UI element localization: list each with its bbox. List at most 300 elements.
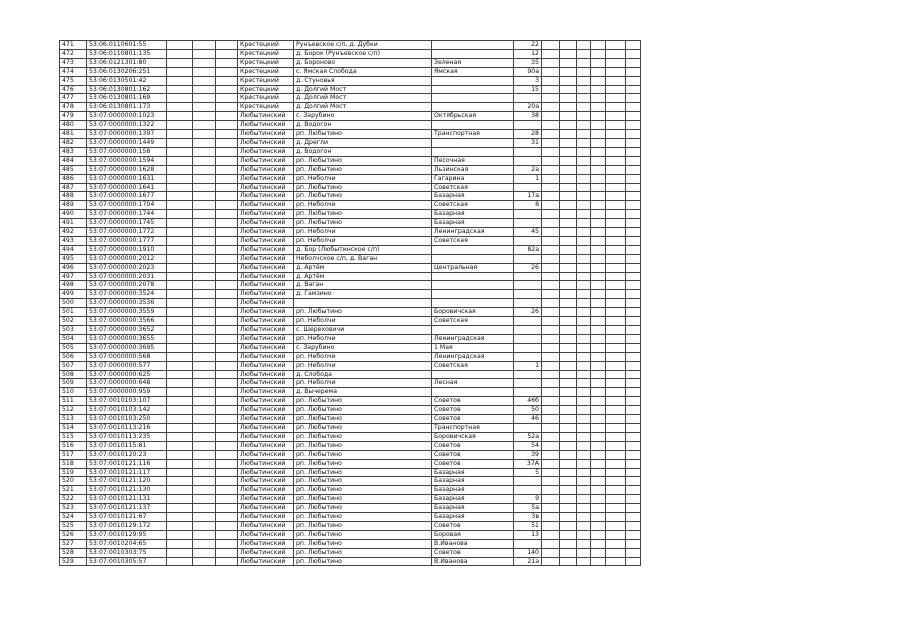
street-cell: Советов [432, 406, 514, 415]
empty-cell [193, 415, 216, 424]
district-cell: Любытинский [238, 441, 294, 450]
district-cell: Любытинский [238, 299, 294, 308]
empty-cell [577, 530, 591, 539]
locality-cell: рп. Любытино [294, 165, 432, 174]
empty-cell [216, 308, 238, 317]
locality-cell: д. Долгий Мост [294, 85, 432, 94]
row-number-cell: 497 [60, 272, 87, 281]
row-number-cell: 526 [60, 530, 87, 539]
empty-cell [193, 130, 216, 139]
district-cell: Любытинский [238, 174, 294, 183]
empty-cell [626, 67, 641, 76]
row-number-cell: 471 [60, 41, 87, 50]
empty-cell [560, 334, 577, 343]
house-number-cell: 9 [514, 495, 542, 504]
empty-cell [542, 548, 560, 557]
empty-cell [626, 308, 641, 317]
empty-cell [606, 299, 626, 308]
empty-cell [626, 103, 641, 112]
table-row [60, 539, 641, 548]
empty-cell [193, 352, 216, 361]
empty-cell [216, 521, 238, 530]
row-number-cell: 498 [60, 281, 87, 290]
row-number-cell: 476 [60, 85, 87, 94]
empty-cell [193, 459, 216, 468]
empty-cell [577, 521, 591, 530]
cadastral-number-cell: 53:07:0010121:67 [87, 513, 167, 522]
empty-cell [193, 94, 216, 103]
empty-cell [560, 49, 577, 58]
table-row [60, 459, 641, 468]
table-row [60, 334, 641, 343]
row-number-cell: 500 [60, 299, 87, 308]
spreadsheet [59, 40, 641, 566]
street-cell [432, 41, 514, 50]
empty-cell [193, 272, 216, 281]
cadastral-number-cell: 53:07:0000000:1631 [87, 174, 167, 183]
empty-cell [626, 245, 641, 254]
empty-cell [542, 174, 560, 183]
empty-cell [193, 495, 216, 504]
empty-cell [626, 343, 641, 352]
empty-cell [542, 147, 560, 156]
locality-cell: рп. Неболчи [294, 334, 432, 343]
empty-cell [606, 352, 626, 361]
empty-cell [606, 397, 626, 406]
empty-cell [560, 450, 577, 459]
district-cell: Любытинский [238, 406, 294, 415]
empty-cell [591, 263, 606, 272]
empty-cell [193, 290, 216, 299]
empty-cell [216, 219, 238, 228]
table-row [60, 397, 641, 406]
empty-cell [626, 388, 641, 397]
empty-cell [542, 112, 560, 121]
empty-cell [167, 513, 193, 522]
empty-cell [542, 299, 560, 308]
empty-cell [591, 343, 606, 352]
row-number-cell: 474 [60, 67, 87, 76]
empty-cell [591, 49, 606, 58]
empty-cell [626, 334, 641, 343]
empty-cell [542, 334, 560, 343]
house-number-cell [514, 379, 542, 388]
empty-cell [542, 423, 560, 432]
empty-cell [591, 468, 606, 477]
locality-cell: рп. Неболчи [294, 352, 432, 361]
empty-cell [606, 49, 626, 58]
cadastral-number-cell: 53:07:0000000:1777 [87, 236, 167, 245]
district-cell: Крестецкий [238, 41, 294, 50]
district-cell: Любытинский [238, 504, 294, 513]
district-cell: Любытинский [238, 415, 294, 424]
district-cell: Любытинский [238, 388, 294, 397]
district-cell: Любытинский [238, 370, 294, 379]
empty-cell [167, 504, 193, 513]
empty-cell [216, 361, 238, 370]
row-number-cell: 503 [60, 326, 87, 335]
empty-cell [606, 406, 626, 415]
house-number-cell [514, 254, 542, 263]
locality-cell: рп. Любытино [294, 406, 432, 415]
empty-cell [606, 192, 626, 201]
empty-cell [167, 361, 193, 370]
row-number-cell: 488 [60, 192, 87, 201]
street-cell: Советов [432, 521, 514, 530]
empty-cell [193, 76, 216, 85]
street-cell [432, 281, 514, 290]
empty-cell [577, 308, 591, 317]
empty-cell [560, 539, 577, 548]
empty-cell [560, 281, 577, 290]
locality-cell: рп. Любытино [294, 397, 432, 406]
empty-cell [591, 281, 606, 290]
district-cell: Любытинский [238, 548, 294, 557]
empty-cell [626, 530, 641, 539]
empty-cell [167, 130, 193, 139]
empty-cell [542, 557, 560, 566]
district-cell: Любытинский [238, 219, 294, 228]
locality-cell: рп. Неболчи [294, 174, 432, 183]
cadastral-number-cell: 53:06:0130801:173 [87, 103, 167, 112]
table-row [60, 130, 641, 139]
empty-cell [216, 130, 238, 139]
empty-cell [560, 245, 577, 254]
empty-cell [216, 299, 238, 308]
row-number-cell: 484 [60, 156, 87, 165]
empty-cell [193, 397, 216, 406]
empty-cell [577, 352, 591, 361]
house-number-cell: 15 [514, 85, 542, 94]
empty-cell [591, 76, 606, 85]
street-cell: Советов [432, 459, 514, 468]
empty-cell [560, 521, 577, 530]
empty-cell [560, 423, 577, 432]
empty-cell [626, 459, 641, 468]
table-row [60, 548, 641, 557]
street-cell: Лесная [432, 379, 514, 388]
street-cell: Базарная [432, 486, 514, 495]
empty-cell [193, 504, 216, 513]
empty-cell [591, 228, 606, 237]
empty-cell [577, 121, 591, 130]
empty-cell [626, 121, 641, 130]
empty-cell [193, 557, 216, 566]
locality-cell: д. Артём [294, 272, 432, 281]
house-number-cell: 38 [514, 112, 542, 121]
empty-cell [577, 254, 591, 263]
district-cell: Любытинский [238, 263, 294, 272]
empty-cell [167, 67, 193, 76]
empty-cell [606, 236, 626, 245]
empty-cell [193, 281, 216, 290]
locality-cell: рп. Любытино [294, 486, 432, 495]
cadastral-number-cell: 53:07:0010121:131 [87, 495, 167, 504]
table-row [60, 486, 641, 495]
locality-cell: рп. Любытино [294, 423, 432, 432]
empty-cell [542, 379, 560, 388]
empty-cell [606, 548, 626, 557]
row-number-cell: 507 [60, 361, 87, 370]
empty-cell [167, 263, 193, 272]
house-number-cell [514, 272, 542, 281]
table-row [60, 513, 641, 522]
locality-cell: рп. Любытино [294, 504, 432, 513]
locality-cell: д. Бороново [294, 58, 432, 67]
house-number-cell: 12 [514, 49, 542, 58]
street-cell: Зеленая [432, 58, 514, 67]
locality-cell: рп. Любытино [294, 548, 432, 557]
empty-cell [606, 308, 626, 317]
cadastral-number-cell: 53:07:0010115:81 [87, 441, 167, 450]
empty-cell [606, 343, 626, 352]
cadastral-number-cell: 53:07:0000000:1397 [87, 130, 167, 139]
locality-cell: рп. Неболчи [294, 317, 432, 326]
district-cell: Любытинский [238, 272, 294, 281]
empty-cell [193, 112, 216, 121]
table-row [60, 201, 641, 210]
house-number-cell: 1 [514, 174, 542, 183]
cadastral-number-cell: 53:07:0000000:1677 [87, 192, 167, 201]
empty-cell [560, 388, 577, 397]
row-number-cell: 504 [60, 334, 87, 343]
table-row [60, 263, 641, 272]
empty-cell [216, 103, 238, 112]
street-cell: Советов [432, 441, 514, 450]
empty-cell [606, 201, 626, 210]
house-number-cell [514, 156, 542, 165]
empty-cell [560, 468, 577, 477]
empty-cell [577, 174, 591, 183]
street-cell: Советская [432, 236, 514, 245]
empty-cell [542, 228, 560, 237]
empty-cell [577, 58, 591, 67]
empty-cell [193, 58, 216, 67]
locality-cell: рп. Любытино [294, 183, 432, 192]
district-cell: Любытинский [238, 308, 294, 317]
empty-cell [591, 334, 606, 343]
empty-cell [626, 236, 641, 245]
street-cell [432, 254, 514, 263]
district-cell: Любытинский [238, 210, 294, 219]
table-row [60, 254, 641, 263]
district-cell: Любытинский [238, 245, 294, 254]
empty-cell [626, 58, 641, 67]
empty-cell [167, 103, 193, 112]
empty-cell [167, 486, 193, 495]
table-row [60, 156, 641, 165]
house-number-cell [514, 477, 542, 486]
street-cell: Советская [432, 361, 514, 370]
row-number-cell: 518 [60, 459, 87, 468]
table-row [60, 245, 641, 254]
row-number-cell: 522 [60, 495, 87, 504]
table-row [60, 76, 641, 85]
empty-cell [626, 94, 641, 103]
house-number-cell [514, 486, 542, 495]
empty-cell [560, 219, 577, 228]
district-cell: Любытинский [238, 343, 294, 352]
empty-cell [560, 94, 577, 103]
empty-cell [560, 112, 577, 121]
table-row [60, 388, 641, 397]
house-number-cell: 1 [514, 361, 542, 370]
house-number-cell [514, 121, 542, 130]
locality-cell: рп. Любытино [294, 477, 432, 486]
empty-cell [577, 138, 591, 147]
empty-cell [216, 58, 238, 67]
row-number-cell: 489 [60, 201, 87, 210]
empty-cell [591, 495, 606, 504]
empty-cell [626, 548, 641, 557]
empty-cell [193, 174, 216, 183]
district-cell: Любытинский [238, 423, 294, 432]
empty-cell [193, 450, 216, 459]
empty-cell [193, 486, 216, 495]
empty-cell [560, 58, 577, 67]
empty-cell [216, 530, 238, 539]
empty-cell [542, 308, 560, 317]
empty-cell [216, 147, 238, 156]
empty-cell [560, 486, 577, 495]
empty-cell [606, 504, 626, 513]
table-row [60, 94, 641, 103]
empty-cell [542, 513, 560, 522]
empty-cell [626, 112, 641, 121]
empty-cell [606, 254, 626, 263]
house-number-cell: 2а [514, 165, 542, 174]
table-row [60, 317, 641, 326]
empty-cell [606, 557, 626, 566]
table-row [60, 557, 641, 566]
row-number-cell: 501 [60, 308, 87, 317]
empty-cell [542, 41, 560, 50]
empty-cell [560, 192, 577, 201]
empty-cell [591, 486, 606, 495]
empty-cell [542, 263, 560, 272]
cadastral-number-cell: 53:07:0010121:117 [87, 468, 167, 477]
empty-cell [591, 192, 606, 201]
cadastral-number-cell: 53:07:0000000:959 [87, 388, 167, 397]
empty-cell [193, 441, 216, 450]
empty-cell [542, 192, 560, 201]
locality-cell: рп. Неболчи [294, 379, 432, 388]
empty-cell [560, 326, 577, 335]
empty-cell [591, 450, 606, 459]
cadastral-number-cell: 53:06:0121301:80 [87, 58, 167, 67]
empty-cell [167, 121, 193, 130]
empty-cell [167, 210, 193, 219]
empty-cell [542, 486, 560, 495]
empty-cell [167, 432, 193, 441]
empty-cell [577, 450, 591, 459]
empty-cell [216, 352, 238, 361]
empty-cell [167, 299, 193, 308]
empty-cell [167, 370, 193, 379]
district-cell: Любытинский [238, 236, 294, 245]
cadastral-number-cell: 53:06:0130801:162 [87, 85, 167, 94]
empty-cell [577, 343, 591, 352]
house-number-cell: 22 [514, 41, 542, 50]
empty-cell [193, 67, 216, 76]
table-row [60, 423, 641, 432]
row-number-cell: 483 [60, 147, 87, 156]
empty-cell [626, 361, 641, 370]
empty-cell [606, 326, 626, 335]
empty-cell [606, 85, 626, 94]
empty-cell [167, 112, 193, 121]
empty-cell [167, 521, 193, 530]
empty-cell [626, 49, 641, 58]
empty-cell [216, 486, 238, 495]
street-cell: Транспортная [432, 130, 514, 139]
empty-cell [193, 513, 216, 522]
empty-cell [577, 388, 591, 397]
street-cell [432, 94, 514, 103]
street-cell [432, 49, 514, 58]
empty-cell [167, 41, 193, 50]
house-number-cell: 45 [514, 228, 542, 237]
empty-cell [167, 254, 193, 263]
empty-cell [193, 468, 216, 477]
empty-cell [606, 76, 626, 85]
street-cell [432, 299, 514, 308]
empty-cell [193, 539, 216, 548]
locality-cell: рп. Неболчи [294, 228, 432, 237]
locality-cell: рп. Любытино [294, 192, 432, 201]
empty-cell [591, 477, 606, 486]
house-number-cell [514, 210, 542, 219]
empty-cell [606, 41, 626, 50]
street-cell: Советская [432, 201, 514, 210]
locality-cell: д. Слобода [294, 370, 432, 379]
empty-cell [216, 397, 238, 406]
empty-cell [591, 121, 606, 130]
cadastral-number-cell: 53:07:0000000:568 [87, 352, 167, 361]
empty-cell [167, 388, 193, 397]
empty-cell [216, 539, 238, 548]
empty-cell [542, 539, 560, 548]
empty-cell [606, 388, 626, 397]
cadastral-number-cell: 53:07:0000000:3566 [87, 317, 167, 326]
empty-cell [216, 504, 238, 513]
street-cell: Центральная [432, 263, 514, 272]
empty-cell [626, 76, 641, 85]
empty-cell [193, 521, 216, 530]
district-cell: Любытинский [238, 530, 294, 539]
empty-cell [577, 539, 591, 548]
empty-cell [560, 76, 577, 85]
locality-cell: рп. Любытино [294, 308, 432, 317]
empty-cell [560, 254, 577, 263]
house-number-cell: 39 [514, 450, 542, 459]
empty-cell [167, 477, 193, 486]
empty-cell [193, 379, 216, 388]
table-row [60, 272, 641, 281]
empty-cell [167, 281, 193, 290]
empty-cell [193, 147, 216, 156]
table-row [60, 85, 641, 94]
house-number-cell [514, 290, 542, 299]
empty-cell [577, 317, 591, 326]
locality-cell: д. Вычерема [294, 388, 432, 397]
locality-cell: д. Борок (Рунъевское с/п) [294, 49, 432, 58]
cadastral-number-cell: 53:06:0110601:55 [87, 41, 167, 50]
street-cell: Ленинградская [432, 228, 514, 237]
street-cell [432, 326, 514, 335]
table-row [60, 379, 641, 388]
empty-cell [591, 138, 606, 147]
